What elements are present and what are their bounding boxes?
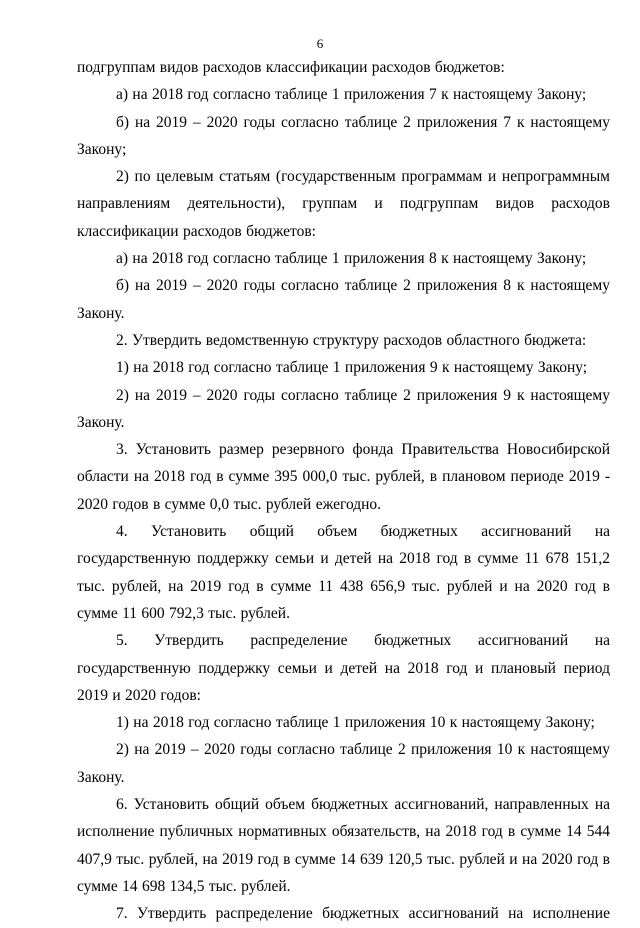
- paragraph: б) на 2019 – 2020 годы согласно таблице 2 приложения 8 к настоящему Закону.: [77, 277, 610, 322]
- paragraph: 2) по целевым статьям (государственным программам и непрограммным направлениям деятельности), группам и подгруппам видов расходов классификации расходов бюджетов:: [77, 168, 610, 240]
- page-number: 6: [316, 36, 324, 51]
- paragraph: 6. Установить общий объем бюджетных ассигнований, направленных на исполнение публичных нормативных обязательств, на 2018 год в сумме 14 544 407,9 тыс. рублей, на 2019 год в сумме 14 639 120,5 тыс. рублей и на 2020 год в сумме 14 698 134,5 тыс. рублей.: [77, 796, 610, 895]
- paragraph: 3. Установить размер резервного фонда Правительства Новосибирской области на 2018 год в сумме 395 000,0 тыс. рублей, в плановом периоде 2019 - 2020 годов в сумме 0,0 тыс. рублей ежегодно.: [77, 441, 610, 513]
- paragraph: 1) на 2018 год согласно таблице 1 приложения 9 к настоящему Закону;: [116, 359, 588, 377]
- paragraph: б) на 2019 – 2020 годы согласно таблице 2 приложения 7 к настоящему Закону;: [77, 113, 610, 158]
- paragraph: 2) на 2019 – 2020 годы согласно таблице 2 приложения 9 к настоящему Закону.: [77, 386, 610, 431]
- paragraph: 2) на 2019 – 2020 годы согласно таблице 2 приложения 10 к настоящему Закону.: [77, 741, 610, 786]
- paragraph: а) на 2018 год согласно таблице 1 приложения 7 к настоящему Закону;: [116, 86, 587, 104]
- paragraph: подгруппам видов расходов классификации расходов бюджетов:: [77, 59, 505, 76]
- paragraph: а) на 2018 год согласно таблице 1 приложения 8 к настоящему Закону;: [116, 250, 587, 268]
- paragraph: 4. Установить общий объем бюджетных ассигнований на государственную поддержку семьи и детей на 2018 год в сумме 11 678 151,2 тыс. рублей, на 2019 год в сумме 11 438 656,9 тыс. рублей и на 2020 год в сумме 11 600 792,3 тыс. рублей.: [77, 523, 610, 622]
- document-body: [77, 54, 610, 928]
- paragraph: 5. Утвердить распределение бюджетных ассигнований на государственную поддержку семьи и детей на 2018 год и плановый период 2019 и 2020 годов:: [77, 632, 610, 704]
- paragraph: 2. Утвердить ведомственную структуру расходов областного бюджета:: [116, 331, 587, 349]
- paragraph: 1) на 2018 год согласно таблице 1 приложения 10 к настоящему Закону;: [116, 714, 595, 732]
- paragraph: 7. Утвердить распределение бюджетных ассигнований на исполнение: [116, 905, 610, 923]
